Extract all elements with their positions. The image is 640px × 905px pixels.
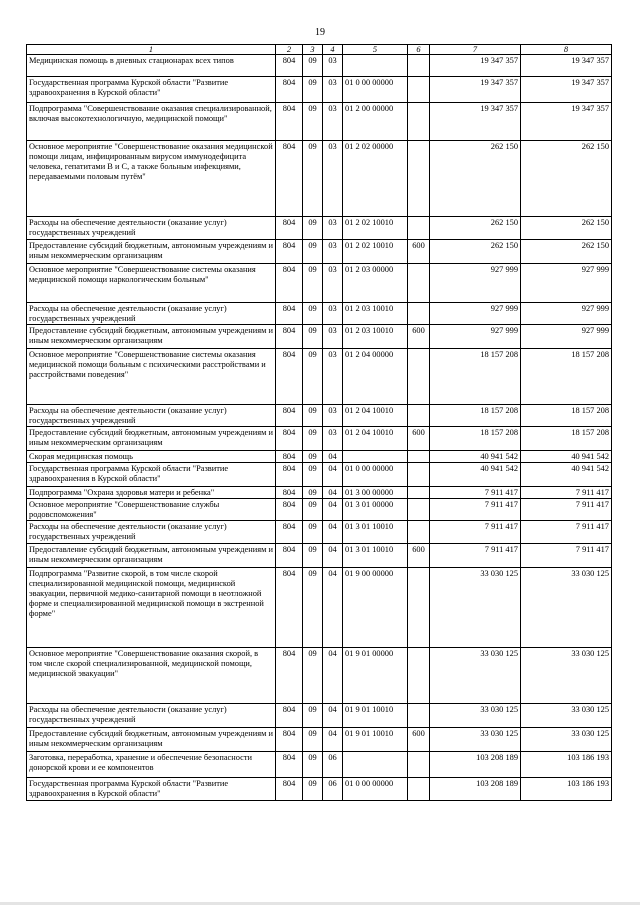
table-row <box>27 487 612 499</box>
row-expense-type: 600 <box>408 427 430 451</box>
row-expense-type <box>408 521 430 544</box>
row-amount-year1: 33 030 125 <box>430 648 521 704</box>
row-amount-year2: 262 150 <box>521 240 612 264</box>
column-number-row <box>27 45 612 55</box>
row-expense-type <box>408 55 430 77</box>
row-amount-year2: 33 030 125 <box>521 728 612 752</box>
table-row <box>27 141 612 217</box>
row-amount-year1: 33 030 125 <box>430 568 521 648</box>
row-amount-year1: 18 157 208 <box>430 405 521 427</box>
table-row <box>27 544 612 568</box>
table-row <box>27 349 612 405</box>
row-target-article: 01 3 01 10010 <box>343 521 408 544</box>
row-section-code: 09 <box>303 141 323 217</box>
row-expense-type <box>408 499 430 521</box>
row-expense-type <box>408 303 430 325</box>
row-ministry-code: 804 <box>276 752 303 778</box>
row-amount-year1: 18 157 208 <box>430 349 521 405</box>
row-subsection-code: 03 <box>323 240 343 264</box>
row-amount-year1: 19 347 357 <box>430 55 521 77</box>
row-name: Расходы на обеспечение деятельности (оказание услуг) государственных учреждений <box>27 521 276 544</box>
row-ministry-code: 804 <box>276 704 303 728</box>
row-name: Предоставление субсидий бюджетным, автономным учреждениям и иным некоммерческим организациям <box>27 240 276 264</box>
row-expense-type <box>408 405 430 427</box>
row-amount-year2: 18 157 208 <box>521 349 612 405</box>
row-ministry-code: 804 <box>276 349 303 405</box>
row-subsection-code: 03 <box>323 141 343 217</box>
row-target-article: 01 2 03 10010 <box>343 325 408 349</box>
row-expense-type: 600 <box>408 544 430 568</box>
row-ministry-code: 804 <box>276 141 303 217</box>
row-amount-year1: 927 999 <box>430 264 521 303</box>
row-expense-type <box>408 103 430 141</box>
row-section-code: 09 <box>303 325 323 349</box>
row-section-code: 09 <box>303 544 323 568</box>
row-section-code: 09 <box>303 648 323 704</box>
row-amount-year2: 33 030 125 <box>521 704 612 728</box>
row-section-code: 09 <box>303 303 323 325</box>
row-expense-type <box>408 77 430 103</box>
row-amount-year2: 7 911 417 <box>521 499 612 521</box>
row-amount-year1: 103 208 189 <box>430 752 521 778</box>
row-name: Основное мероприятие "Совершенствование оказания скорой, в том числе скорой специализированной, медицинской помощи, медицинской эвакуации" <box>27 648 276 704</box>
page-number: 19 <box>315 27 325 38</box>
row-amount-year1: 262 150 <box>430 240 521 264</box>
row-subsection-code: 04 <box>323 568 343 648</box>
row-name: Предоставление субсидий бюджетным, автономным учреждениям и иным некоммерческим организациям <box>27 427 276 451</box>
row-target-article: 01 2 02 00000 <box>343 141 408 217</box>
row-ministry-code: 804 <box>276 303 303 325</box>
row-expense-type <box>408 778 430 801</box>
row-ministry-code: 804 <box>276 77 303 103</box>
row-subsection-code: 03 <box>323 325 343 349</box>
row-target-article: 01 2 00 00000 <box>343 103 408 141</box>
row-amount-year1: 103 208 189 <box>430 778 521 801</box>
row-target-article: 01 2 03 10010 <box>343 303 408 325</box>
row-name: Подпрограмма "Развитие скорой, в том числе скорой специализированной медицинской помощи, медицинской эвакуации, первичной медико-санитарной помощи в неотложной форме и специализированной медицинской помощи в экстренной форме" <box>27 568 276 648</box>
row-ministry-code: 804 <box>276 55 303 77</box>
row-section-code: 09 <box>303 704 323 728</box>
row-target-article: 01 2 02 10010 <box>343 240 408 264</box>
row-subsection-code: 03 <box>323 217 343 240</box>
row-amount-year2: 40 941 542 <box>521 451 612 463</box>
row-target-article: 01 0 00 00000 <box>343 77 408 103</box>
row-target-article: 01 9 01 10010 <box>343 728 408 752</box>
row-section-code: 09 <box>303 728 323 752</box>
row-target-article: 01 0 00 00000 <box>343 778 408 801</box>
table-row <box>27 240 612 264</box>
row-expense-type <box>408 217 430 240</box>
row-ministry-code: 804 <box>276 451 303 463</box>
row-target-article <box>343 55 408 77</box>
row-subsection-code: 04 <box>323 499 343 521</box>
row-target-article <box>343 451 408 463</box>
row-expense-type <box>408 752 430 778</box>
row-subsection-code: 03 <box>323 427 343 451</box>
row-section-code: 09 <box>303 55 323 77</box>
table-row <box>27 778 612 801</box>
row-expense-type <box>408 704 430 728</box>
row-amount-year2: 18 157 208 <box>521 427 612 451</box>
row-name: Расходы на обеспечение деятельности (оказание услуг) государственных учреждений <box>27 704 276 728</box>
row-section-code: 09 <box>303 568 323 648</box>
row-section-code: 09 <box>303 405 323 427</box>
table-row <box>27 521 612 544</box>
row-section-code: 09 <box>303 217 323 240</box>
row-amount-year1: 927 999 <box>430 325 521 349</box>
table-row <box>27 303 612 325</box>
row-section-code: 09 <box>303 451 323 463</box>
row-expense-type <box>408 568 430 648</box>
row-expense-type: 600 <box>408 325 430 349</box>
row-target-article: 01 2 04 00000 <box>343 349 408 405</box>
row-name: Основное мероприятие "Совершенствование службы родовспоможения" <box>27 499 276 521</box>
table-row <box>27 55 612 77</box>
row-expense-type <box>408 648 430 704</box>
column-number: 3 <box>303 45 323 55</box>
row-amount-year2: 33 030 125 <box>521 648 612 704</box>
row-name: Основное мероприятие "Совершенствование системы оказания медицинской помощи больным с психическими расстройствами и расстройствами поведения" <box>27 349 276 405</box>
table-row <box>27 704 612 728</box>
row-subsection-code: 04 <box>323 521 343 544</box>
row-subsection-code: 04 <box>323 544 343 568</box>
table-row <box>27 648 612 704</box>
row-expense-type <box>408 463 430 487</box>
row-ministry-code: 804 <box>276 103 303 141</box>
row-subsection-code: 04 <box>323 463 343 487</box>
row-ministry-code: 804 <box>276 648 303 704</box>
row-subsection-code: 03 <box>323 264 343 303</box>
row-subsection-code: 04 <box>323 451 343 463</box>
row-target-article: 01 2 03 00000 <box>343 264 408 303</box>
row-name: Расходы на обеспечение деятельности (оказание услуг) государственных учреждений <box>27 303 276 325</box>
row-section-code: 09 <box>303 463 323 487</box>
row-expense-type <box>408 141 430 217</box>
row-subsection-code: 04 <box>323 648 343 704</box>
row-section-code: 09 <box>303 240 323 264</box>
row-target-article: 01 2 04 10010 <box>343 427 408 451</box>
column-number: 8 <box>521 45 612 55</box>
row-name: Расходы на обеспечение деятельности (оказание услуг) государственных учреждений <box>27 217 276 240</box>
row-ministry-code: 804 <box>276 217 303 240</box>
row-amount-year2: 103 186 193 <box>521 778 612 801</box>
row-target-article: 01 2 04 10010 <box>343 405 408 427</box>
row-name: Расходы на обеспечение деятельности (оказание услуг) государственных учреждений <box>27 405 276 427</box>
row-amount-year1: 262 150 <box>430 141 521 217</box>
row-amount-year2: 19 347 357 <box>521 77 612 103</box>
row-section-code: 09 <box>303 752 323 778</box>
row-amount-year2: 19 347 357 <box>521 103 612 141</box>
row-amount-year1: 33 030 125 <box>430 704 521 728</box>
row-amount-year2: 19 347 357 <box>521 55 612 77</box>
row-target-article: 01 0 00 00000 <box>343 463 408 487</box>
row-amount-year2: 927 999 <box>521 325 612 349</box>
row-section-code: 09 <box>303 487 323 499</box>
table-row <box>27 405 612 427</box>
row-target-article <box>343 752 408 778</box>
row-ministry-code: 804 <box>276 405 303 427</box>
row-amount-year2: 7 911 417 <box>521 544 612 568</box>
row-subsection-code: 03 <box>323 405 343 427</box>
row-section-code: 09 <box>303 427 323 451</box>
row-target-article: 01 2 02 10010 <box>343 217 408 240</box>
row-amount-year2: 7 911 417 <box>521 521 612 544</box>
row-amount-year2: 927 999 <box>521 264 612 303</box>
row-section-code: 09 <box>303 349 323 405</box>
row-amount-year2: 262 150 <box>521 141 612 217</box>
row-ministry-code: 804 <box>276 240 303 264</box>
row-amount-year2: 33 030 125 <box>521 568 612 648</box>
row-ministry-code: 804 <box>276 463 303 487</box>
row-expense-type: 600 <box>408 240 430 264</box>
row-section-code: 09 <box>303 103 323 141</box>
row-amount-year1: 19 347 357 <box>430 103 521 141</box>
row-target-article: 01 9 01 00000 <box>343 648 408 704</box>
table-row <box>27 427 612 451</box>
row-name: Медицинская помощь в дневных стационарах всех типов <box>27 55 276 77</box>
row-amount-year2: 103 186 193 <box>521 752 612 778</box>
row-expense-type <box>408 451 430 463</box>
row-name: Предоставление субсидий бюджетным, автономным учреждениям и иным некоммерческим организациям <box>27 544 276 568</box>
row-amount-year2: 40 941 542 <box>521 463 612 487</box>
table-row <box>27 499 612 521</box>
table-row <box>27 568 612 648</box>
row-amount-year2: 262 150 <box>521 217 612 240</box>
row-name: Предоставление субсидий бюджетным, автономным учреждениям и иным некоммерческим организациям <box>27 728 276 752</box>
row-name: Скорая медицинская помощь <box>27 451 276 463</box>
row-subsection-code: 03 <box>323 349 343 405</box>
column-number: 6 <box>408 45 430 55</box>
row-ministry-code: 804 <box>276 728 303 752</box>
row-amount-year1: 19 347 357 <box>430 77 521 103</box>
row-target-article: 01 9 01 10010 <box>343 704 408 728</box>
row-amount-year1: 40 941 542 <box>430 451 521 463</box>
row-subsection-code: 03 <box>323 103 343 141</box>
row-section-code: 09 <box>303 499 323 521</box>
row-subsection-code: 04 <box>323 487 343 499</box>
row-ministry-code: 804 <box>276 264 303 303</box>
table-row <box>27 264 612 303</box>
row-name: Подпрограмма "Совершенствование оказания специализированной, включая высокотехнологичную, медицинской помощи" <box>27 103 276 141</box>
row-subsection-code: 03 <box>323 55 343 77</box>
row-amount-year1: 40 941 542 <box>430 463 521 487</box>
budget-table <box>26 44 612 801</box>
table-row <box>27 451 612 463</box>
row-name: Подпрограмма "Охрана здоровья матери и ребенка" <box>27 487 276 499</box>
row-name: Государственная программа Курской области "Развитие здравоохранения в Курской области" <box>27 77 276 103</box>
row-target-article: 01 9 00 00000 <box>343 568 408 648</box>
table-row <box>27 752 612 778</box>
table-row <box>27 463 612 487</box>
table-row <box>27 77 612 103</box>
row-expense-type: 600 <box>408 728 430 752</box>
row-amount-year1: 18 157 208 <box>430 427 521 451</box>
row-amount-year1: 7 911 417 <box>430 487 521 499</box>
row-ministry-code: 804 <box>276 568 303 648</box>
row-expense-type <box>408 264 430 303</box>
row-ministry-code: 804 <box>276 544 303 568</box>
row-subsection-code: 04 <box>323 728 343 752</box>
row-target-article: 01 3 01 00000 <box>343 499 408 521</box>
row-section-code: 09 <box>303 77 323 103</box>
row-ministry-code: 804 <box>276 499 303 521</box>
row-section-code: 09 <box>303 264 323 303</box>
column-number: 5 <box>343 45 408 55</box>
row-ministry-code: 804 <box>276 521 303 544</box>
row-amount-year1: 7 911 417 <box>430 544 521 568</box>
row-subsection-code: 06 <box>323 778 343 801</box>
row-amount-year1: 7 911 417 <box>430 521 521 544</box>
row-target-article: 01 3 00 00000 <box>343 487 408 499</box>
row-subsection-code: 03 <box>323 303 343 325</box>
row-target-article: 01 3 01 10010 <box>343 544 408 568</box>
row-amount-year1: 927 999 <box>430 303 521 325</box>
row-subsection-code: 03 <box>323 77 343 103</box>
row-name: Основное мероприятие "Совершенствование оказания медицинской помощи лицам, инфицированным вирусом иммунодефицита человека, гепатитами В и С, а также больным инфекциями, передаваемыми половым путём" <box>27 141 276 217</box>
column-number: 7 <box>430 45 521 55</box>
table-row <box>27 728 612 752</box>
row-section-code: 09 <box>303 521 323 544</box>
row-subsection-code: 04 <box>323 704 343 728</box>
table-row <box>27 103 612 141</box>
row-expense-type <box>408 487 430 499</box>
row-section-code: 09 <box>303 778 323 801</box>
row-name: Предоставление субсидий бюджетным, автономным учреждениям и иным некоммерческим организациям <box>27 325 276 349</box>
table-row <box>27 217 612 240</box>
column-number: 2 <box>276 45 303 55</box>
column-number: 1 <box>27 45 276 55</box>
row-ministry-code: 804 <box>276 487 303 499</box>
row-ministry-code: 804 <box>276 778 303 801</box>
column-number: 4 <box>323 45 343 55</box>
table-row <box>27 325 612 349</box>
row-amount-year2: 18 157 208 <box>521 405 612 427</box>
row-name: Государственная программа Курской области "Развитие здравоохранения в Курской области" <box>27 463 276 487</box>
row-subsection-code: 06 <box>323 752 343 778</box>
row-name: Основное мероприятие "Совершенствование системы оказания медицинской помощи наркологическим больным" <box>27 264 276 303</box>
row-amount-year1: 7 911 417 <box>430 499 521 521</box>
row-ministry-code: 804 <box>276 427 303 451</box>
row-expense-type <box>408 349 430 405</box>
row-name: Государственная программа Курской области "Развитие здравоохранения в Курской области" <box>27 778 276 801</box>
row-amount-year1: 262 150 <box>430 217 521 240</box>
row-amount-year1: 33 030 125 <box>430 728 521 752</box>
row-amount-year2: 7 911 417 <box>521 487 612 499</box>
row-name: Заготовка, переработка, хранение и обеспечение безопасности донорской крови и ее компонентов <box>27 752 276 778</box>
row-amount-year2: 927 999 <box>521 303 612 325</box>
row-ministry-code: 804 <box>276 325 303 349</box>
